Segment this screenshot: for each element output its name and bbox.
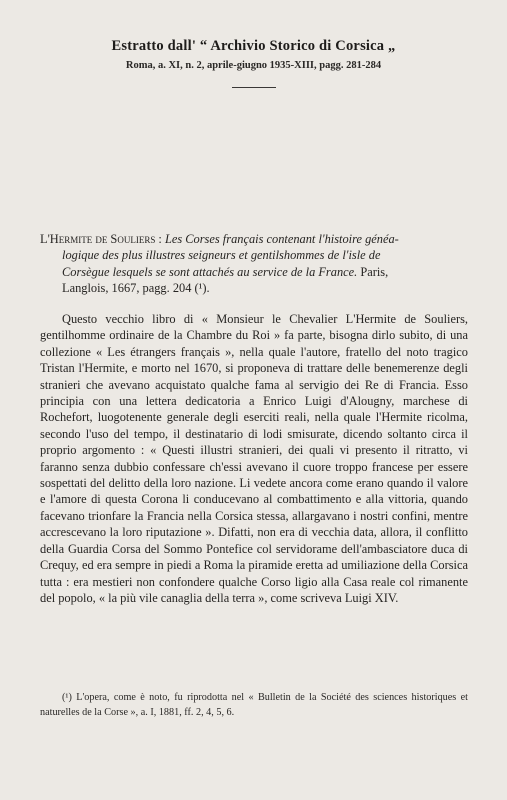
body-paragraph: Questo vecchio libro di « Monsieur le Chevalier L'Hermite de Souliers, gentilhomme ordinaire de la Chambre du Roi » fa parte, bisogna dirlo subito, di una collezione « Les étrangers français », nella quale l'autore, fratello del noto tragico Tristan l'Hermite, e morto nel 1670, si proponeva di trattare delle benemerenze degli stranieri che avevano acquistato qualche fama al servigio dei Re di Francia. Esso principia con una lettera dedicatoria a Enrico Luigi d'Alougny, marchese di Rochefort, luogotenente generale degli eserciti reali, nella quale l'Hermite ricolma, secondo l'uso del tempo, il destinatario di lodi smisurate, dicendo soltanto circa il proprio argomento : « Questi illustri stranieri, dei quali vi presento il ritratto, vi faranno senza dubbio confessare ch'essi avevano il cuore troppo francese per essere sospettati del delitto della loro nazione. Li vedete ancora come erano quando il valore e l'amore di questa Corona li conducevano al combattimento e alla vittoria, quando facevano trionfare la Francia nella Corsica stessa, allargavano i nostri confini, mentre accrescevano la loro riputazione ». Difatti, non era di vecchia data, allora, il conflitto della Guardia Corsa del Sommo Pontefice col servidorame dell'ambasciatore duca di Crequy, ed era sempre in piedi a Roma la piramide eretta ad umiliazione della Corsica tutta : era mestieri non confondere qualche Corso ligio alla Casa reale col rimanente del popolo, « la più vile canaglia della terra », come scriveva Luigi XIV. xyxy=(40,312,468,605)
book-imprint-place: Paris, xyxy=(357,264,389,279)
footnote-text: (¹) L'opera, come è noto, fu riprodotta nel « Bulletin de la Société des sciences historiques et naturelles de la Corse », a. I, 1881, ff. 2, 4, 5, 6. xyxy=(40,692,468,718)
biblio-line-3 xyxy=(40,264,468,280)
offprint-header xyxy=(0,38,507,88)
book-title-part-3: Corsègue lesquels se sont attachés au service de la France. xyxy=(62,264,358,279)
book-imprint: Langlois, 1667, pagg. 204 (¹). xyxy=(62,281,210,296)
book-author: L'Hermite de Souliers xyxy=(40,232,156,246)
book-title-part-1: Les Corses français contenant l'histoire généa- xyxy=(164,232,399,246)
book-title-part-2: logique des plus illustres seigneurs et gentilshommes de l'isle de xyxy=(62,248,381,263)
bibliographic-entry xyxy=(40,231,468,297)
author-separator: : xyxy=(155,232,165,246)
header-divider xyxy=(232,87,276,88)
biblio-line-1 xyxy=(40,231,468,247)
offprint-citation: Roma, a. XI, n. 2, aprile-giugno 1935-XIII, pagg. 281-284 xyxy=(125,60,382,71)
main-text xyxy=(40,311,468,606)
footnote xyxy=(40,690,468,720)
offprint-title: Estratto dall' “ Archivio Storico di Corsica „ xyxy=(111,38,396,54)
